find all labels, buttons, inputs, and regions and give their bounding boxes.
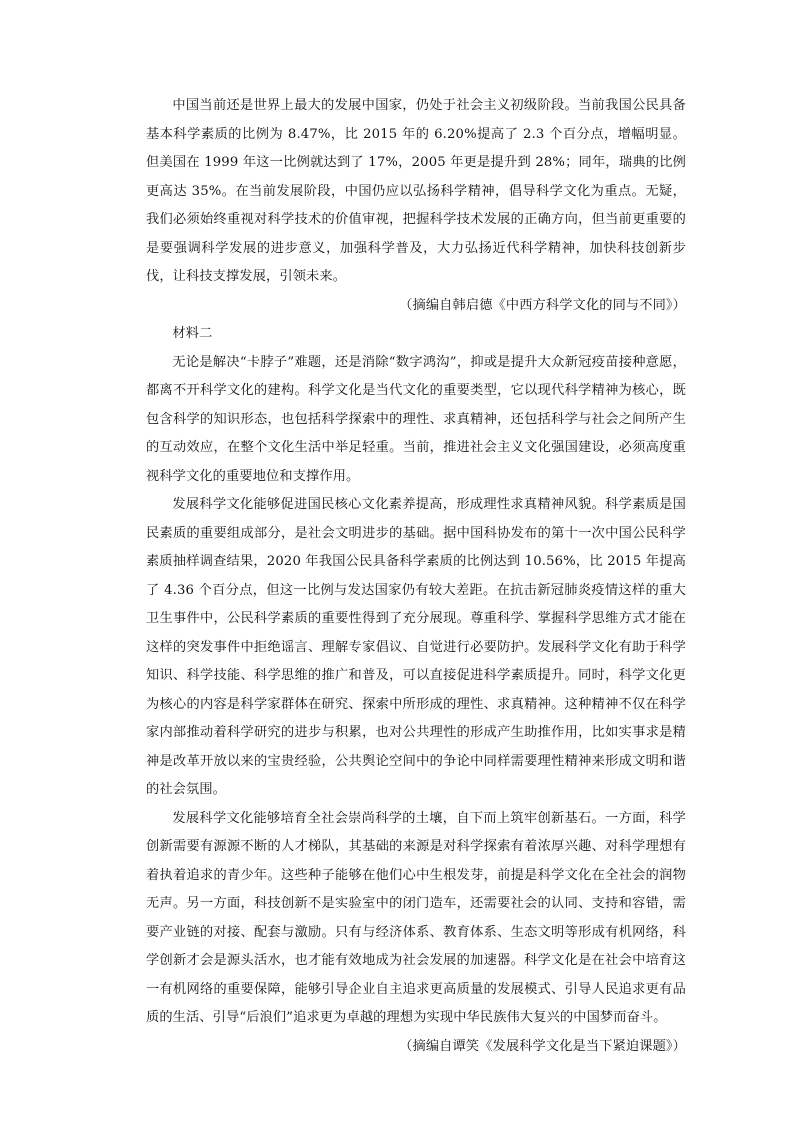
- material2-paragraph-3: 发展科学文化能够培育全社会崇尚科学的土壤，自下而上筑牢创新基石。一方面，科学创新需要有源源不断的人才梯队，其基础的来源是对科学探索有着浓厚兴趣、对科学理想有着执着追求的青少年。这些种子能够在他们心中生根发芽，前提是科学文化在全社会的润物无声。另一方面，科技创新不是实验室中的闭门造车，还需要社会的认同、支持和容错，需要产业链的对接、配套与激励。只有与经济体系、教育体系、生态文明等形成有机网络，科学创新才会是源头活水，也才能有效地成为社会发展的加速器。科学文化是在社会中培育这一有机网络的重要保障，能够引导企业自主追求更高质量的发展模式、引导人民追求更有品质的生活、引导“后浪们”追求更为卓越的理想为实现中华民族伟大复兴的中国梦而奋斗。: [146, 810, 686, 1025]
- material1-source: （摘编自韩启德《中西方科学文化的同与不同》）: [399, 297, 686, 313]
- material1-paragraph: 中国当前还是世界上最大的发展中国家，仍处于社会主义初级阶段。当前我国公民具备基本科学素质的比例为 8.47%，比 2015 年的 6.20%提高了 2.3 个百分点，增幅明显。但美国在 1999 年这一比例就达到了 17%，2005 年更是提升到 28%；同年，瑞典的比例更高达 35%。在当前发展阶段，中国仍应以弘扬科学精神，倡导科学文化为重点。无疑，我们必须始终重视对科学技术的价值审视，把握科学技术发展的正确方向，但当前更重要的是要强调科学发展的进步意义，加强科学普及，大力弘扬近代科学精神，加快科技创新步伐，让科技支撑发展，引领未来。: [146, 98, 686, 284]
- material2-source: （摘编自谭笑《发展科学文化是当下紧迫课题》）: [399, 1038, 686, 1054]
- material2-paragraph-2: 发展科学文化能够促进国民核心文化素养提高，形成理性求真精神风貌。科学素质是国民素质的重要组成部分，是社会文明进步的基础。据中国科协发布的第十一次中国公民科学素质抽样调查结果，2020 年我国公民具备科学素质的比例达到 10.56%，比 2015 年提高了 4.36 个百分点，但这一比例与发达国家仍有较大差距。在抗击新冠肺炎疫情这样的重大卫生事件中，公民科学素质的重要性得到了充分展现。尊重科学、掌握科学思维方式才能在这样的突发事件中拒绝谣言、理解专家倡议、自觉进行必要防护。发展科学文化有助于科学知识、科学技能、科学思维的推广和普及，可以直接促进科学素质提升。同时，科学文化更为核心的内容是科学家群体在研究、探索中所形成的理性、求真精神。这种精神不仅在科学家内部推动着科学研究的进步与积累，也对公共理性的形成产生助推作用，比如实事求是精神是改革开放以来的宝贵经验，公共舆论空间中的争论中同样需要理性精神来形成文明和谐的社会氛围。: [146, 497, 686, 797]
- document-body: [146, 92, 686, 1061]
- material2-paragraph-1: 无论是解决“卡脖子”难题，还是消除“数字鸿沟”，抑或是提升大众新冠疫苗接种意愿，都离不开科学文化的建构。科学文化是当代文化的重要类型，它以现代科学精神为核心，既包含科学的知识形态，也包括科学探索中的理性、求真精神，还包括科学与社会之间所产生的互动效应，在整个文化生活中举足轻重。当前，推进社会主义文化强国建设，必须高度重视科学文化的重要地位和支撑作用。: [146, 354, 686, 484]
- material2-heading: 材料二: [172, 326, 213, 341]
